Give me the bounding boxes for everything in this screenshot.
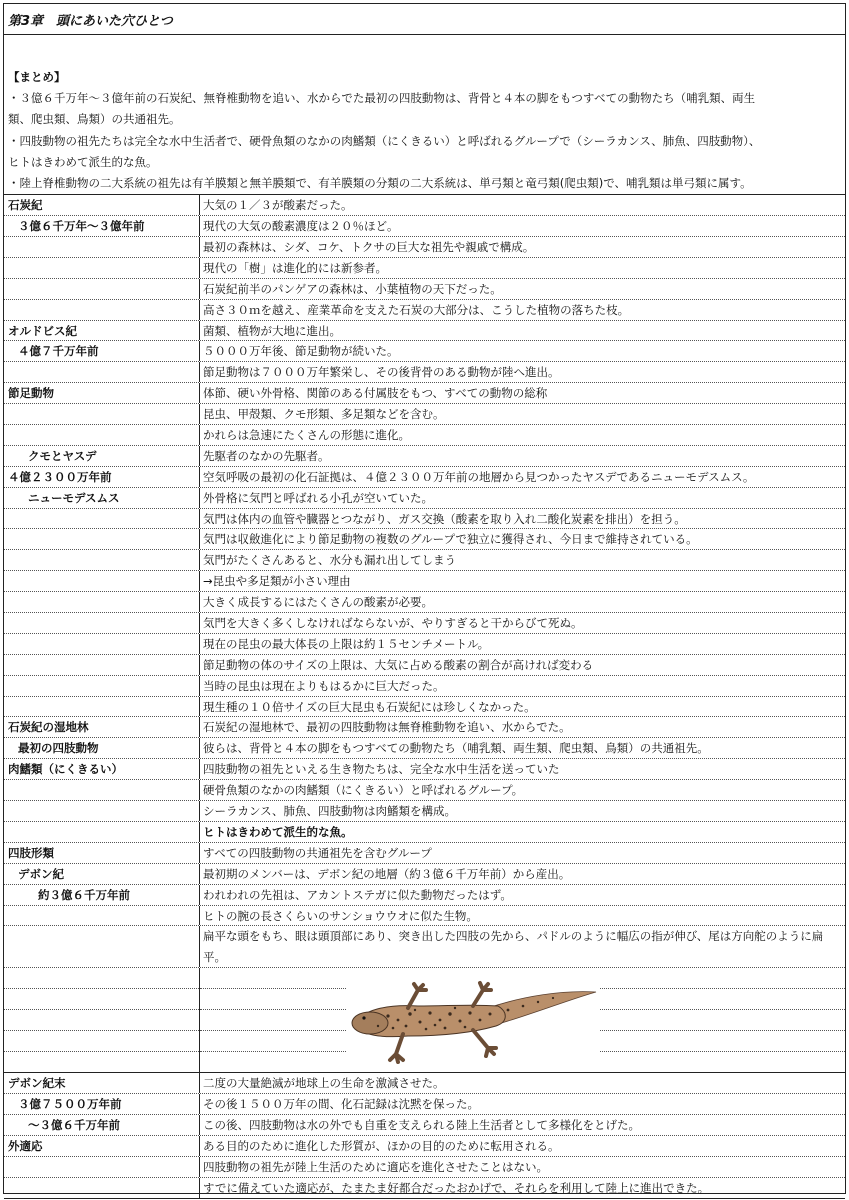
table-row [4,1136,845,1157]
row-label [4,634,200,654]
table-row [4,425,845,446]
row-text: 高さ３０ｍを越え、産業革命を支えた石炭の大部分は、こうした植物の落ちた枝。 [203,302,630,317]
table-row [4,1094,845,1115]
row-label [4,676,200,696]
notes-table [4,194,845,1199]
row-text: 気門を大きく多くしなければならないが、やりすぎると干からびて死ぬ。 [203,616,583,631]
row-label [4,655,200,675]
row-text: ヒトはきわめて派生的な魚。 [203,824,353,839]
row-label: 石炭紀 [4,195,200,215]
row-label: 四肢形類 [4,843,200,863]
row-text: すでに備えていた適応が、たまたま好都合だったおかげで、それらを利用して陸上に進出できた。 [203,1180,710,1195]
row-text: ５０００万年後、節足動物が続いた。 [203,344,399,359]
table-row [4,383,845,404]
row-label [4,697,200,717]
table-row [4,738,845,759]
chapter-title: 第3章 頭にあいた穴ひとつ [4,4,845,35]
row-label [4,237,200,257]
row-text: 石炭紀前半のパンゲアの森林は、小葉植物の天下だった。 [203,281,502,296]
row-label: デボン紀 [4,864,200,884]
table-row [4,237,845,258]
row-label: ４億２３００万年前 [4,467,200,487]
table-row [4,780,845,801]
row-text: その後１５００万年の間、化石記録は沈黙を保った。 [203,1097,479,1112]
row-label [4,926,200,967]
summary-line: ヒトはきわめて派生的な魚。 [8,154,158,169]
row-text: 大気の１／３が酸素だった。 [203,198,353,213]
table-row [4,759,845,780]
row-text: シーラカンス、肺魚、四肢動物は肉鰭類を構成。 [203,804,456,819]
row-label: 最初の四肢動物 [4,738,200,758]
table-row [4,634,845,655]
row-label: ４億７千万年前 [4,341,200,361]
row-text: 空気呼吸の最初の化石証拠は、４億２３００万年前の地層から見つかったヤスデであるニューモデスムス。 [203,469,755,484]
table-row [4,906,845,927]
summary-line: ・３億６千万年～３億年前の石炭紀、無脊椎動物を追い、水からでた最初の四肢動物は、背骨と４本の脚をもつすべての動物たち（哺乳類、両生 [8,91,756,106]
row-text: 節足動物の体のサイズの上限は、大気に占める酸素の割合が高ければ変わる [203,657,594,672]
row-text: われわれの先祖は、アカントステガに似た動物だったはず。 [203,887,512,902]
row-text: 四肢動物の祖先といえる生き物たちは、完全な水中生活を送っていた [203,762,560,777]
table-row [4,655,845,676]
row-label [4,906,200,926]
table-row [4,300,845,321]
table-row [4,362,845,383]
table-row [4,258,845,279]
table-row [4,467,845,488]
row-text: 体節、硬い外骨格、関節のある付属肢をもつ、すべての動物の総称 [203,386,548,401]
row-text: 気門がたくさんあると、水分も漏れ出してしまう [203,553,456,568]
row-text: すべての四肢動物の共通祖先を含むグループ [203,845,432,860]
row-label [4,592,200,612]
summary-section [4,67,845,194]
table-row [4,446,845,467]
row-text: 気門は体内の血管や臓器とつながり、ガス交換（酸素を取り入れ二酸化炭素を排出）を担う。 [203,511,686,526]
table-row [4,885,845,906]
row-text: 四肢動物の祖先が陸上生活のために適応を進化させたことはない。 [203,1159,548,1174]
row-text: 昆虫、甲殻類、クモ形類、多足類などを含む。 [203,407,445,422]
row-label: ～３億６千万年前 [4,1115,200,1135]
row-label: 肉鰭類（にくきるい） [4,759,200,779]
row-text: 現生種の１０倍サイズの巨大昆虫も石炭紀には珍しくなかった。 [203,699,536,714]
row-label [4,613,200,633]
row-label: ３億６千万年～３億年前 [4,216,200,236]
row-label [4,529,200,549]
illustration-row [4,968,845,1073]
row-text: 最初の森林は、シダ、コケ、トクサの巨大な祖先や親戚で構成。 [203,240,535,254]
row-text: 二度の大量絶滅が地球上の生命を激減させた。 [203,1076,445,1091]
row-label [4,404,200,424]
table-row [4,216,845,237]
row-label: 外適応 [4,1136,200,1156]
table-row [4,404,845,425]
summary-line: 類、爬虫類、鳥類）の共通祖先。 [8,112,181,127]
table-row [4,676,845,697]
acanthostega-illustration [348,968,598,1072]
row-label [4,571,200,591]
summary-line: ・陸上脊椎動物の二大系統の祖先は有羊膜類と無羊膜類で、有羊膜類の分類の二大系統は、単弓類と竜弓類(爬虫類)で、哺乳類は単弓類に属す。 [8,176,752,191]
row-text: 現代の「樹」は進化的には新参者。 [203,260,387,275]
row-text: 節足動物は７０００万年繁栄し、その後背骨のある動物が陸へ進出。 [203,365,560,380]
row-label [4,1157,200,1177]
summary-heading: 【まとめ】 [8,70,66,84]
table-row [4,864,845,885]
row-label [4,780,200,800]
row-text: 石炭紀の湿地林で、最初の四肢動物は無脊椎動物を追い、水からでた。 [203,720,571,735]
table-row [4,529,845,550]
row-label [4,300,200,320]
row-text: ヒトの腕の長さくらいのサンショウウオに似た生物。 [203,908,478,923]
row-text: 硬骨魚類のなかの肉鰭類（にくきるい）と呼ばれるグループ。 [203,783,524,798]
blank-row [4,35,845,67]
document-page [3,3,846,1194]
row-label [4,425,200,445]
table-row [4,1157,845,1178]
row-label: ニューモデスムス [4,488,200,508]
row-text: →昆虫や多足類が小さい理由 [203,574,351,589]
row-text: かれらは急速にたくさんの形態に進化。 [203,428,410,443]
table-row [4,697,845,718]
table-row [4,717,845,738]
table-row [4,926,845,968]
table-row [4,1178,845,1199]
row-text: 菌類、植物が大地に進出。 [203,323,341,338]
row-label [4,509,200,529]
row-label [4,362,200,382]
table-row [4,1073,845,1094]
table-row [4,195,845,216]
table-row [4,509,845,530]
table-row [4,843,845,864]
row-text: 先駆者のなかの先駆者。 [203,448,330,463]
row-label [4,801,200,821]
row-label [4,822,200,842]
row-label: 約３億６千万年前 [4,885,200,905]
row-text: 現在の昆虫の最大体長の上限は約１５センチメートル。 [203,636,490,651]
row-text: ある目的のために進化した形質が、ほかの目的のために転用される。 [203,1139,560,1154]
table-row [4,1115,845,1136]
row-label: クモとヤスデ [4,446,200,466]
row-label [4,279,200,299]
table-row [4,550,845,571]
row-text: 外骨格に気門と呼ばれる小孔が空いていた。 [203,490,433,505]
row-text: 大きく成長するにはたくさんの酸素が必要。 [203,595,433,610]
summary-line: ・四肢動物の祖先たちは完全な水中生活者で、硬骨魚類のなかの肉鰭類（にくきるい）と呼ばれるグループで（シーラカンス、肺魚、四肢動物）、 [8,133,761,148]
row-label [4,258,200,278]
row-text: 当時の昆虫は現在よりもはるかに巨大だった。 [203,678,445,693]
table-row [4,341,845,362]
row-text: 気門は収斂進化により節足動物の複数のグループで独立に獲得され、今日まで維持されている。 [203,532,698,547]
table-row [4,801,845,822]
row-label: デボン紀末 [4,1073,200,1093]
row-label: 節足動物 [4,383,200,403]
table-row [4,321,845,342]
table-row [4,822,845,843]
row-text: 現代の大気の酸素濃度は２０％ほど。 [203,219,399,234]
row-label: 石炭紀の湿地林 [4,717,200,737]
row-label [4,1178,200,1198]
row-label: オルドビス紀 [4,321,200,341]
row-label [4,550,200,570]
table-row [4,279,845,300]
row-text: 最初期のメンバーは、デボン紀の地層（約３億６千万年前）から産出。 [203,866,571,881]
table-row [4,571,845,592]
row-text: 彼らは、背骨と４本の脚をもつすべての動物たち（哺乳類、両生類、爬虫類、鳥類）の共通祖先。 [203,741,709,756]
row-text: この後、四肢動物は水の外でも自重を支えられる陸上生活者として多様化をとげた。 [203,1118,640,1133]
table-row [4,592,845,613]
row-text: 扁平な頭をもち、眼は頭頂部にあり、突き出した四肢の先から、パドルのように幅広の指が伸び、尾は方向舵のように扁平。 [203,929,824,964]
table-row [4,613,845,634]
row-label: ３億７５００万年前 [4,1094,200,1114]
table-row [4,488,845,509]
